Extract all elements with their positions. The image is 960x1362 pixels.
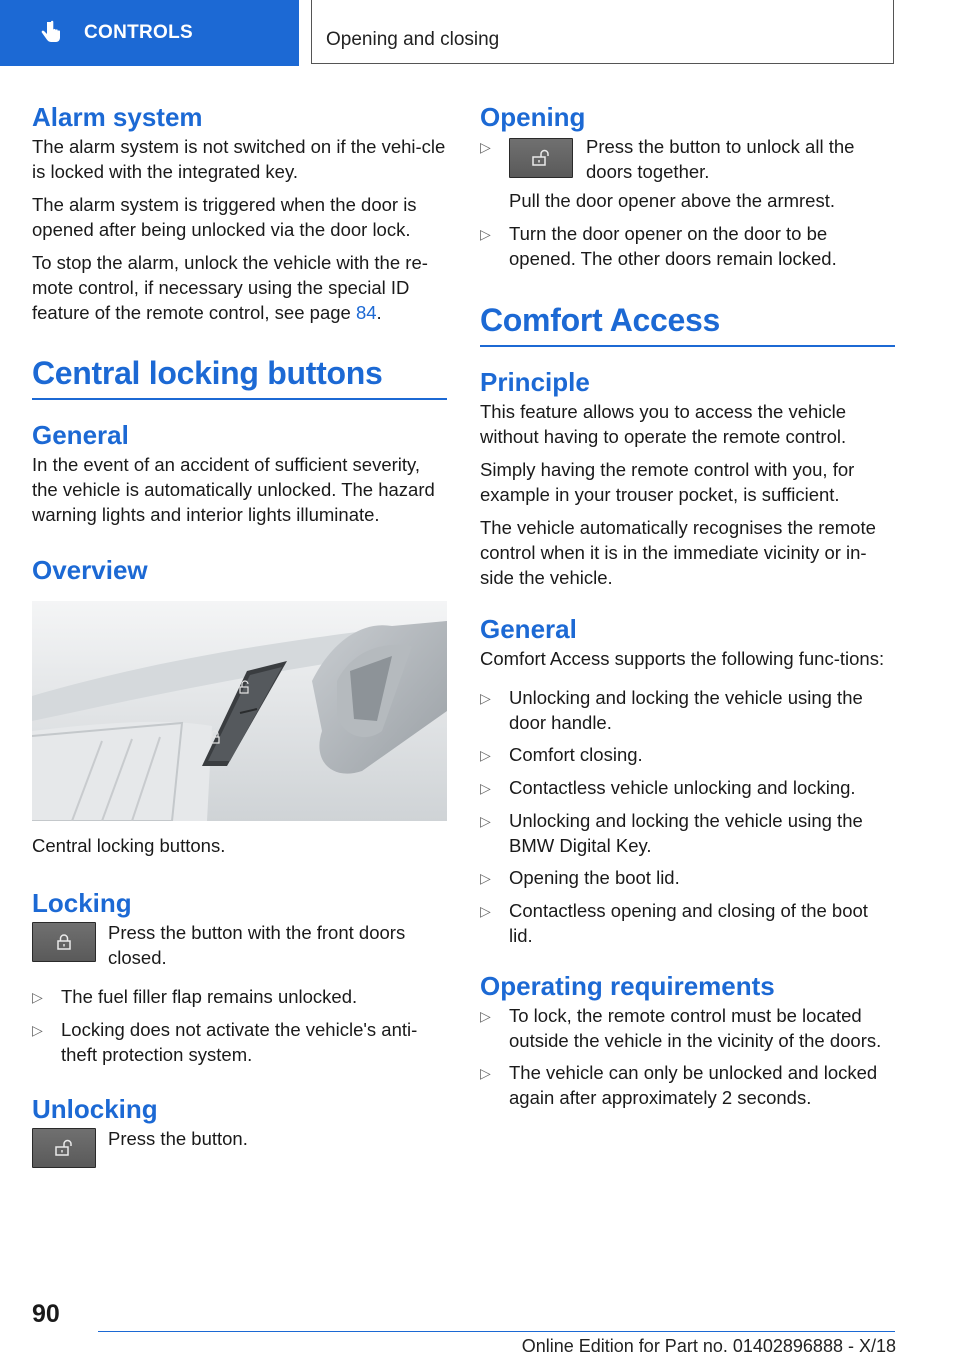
- list-item: [32, 1017, 447, 1067]
- right-column: [480, 100, 895, 1117]
- principle-paragraph-3: The vehicle automatically recognises the remote control when it is in the immediate vicinity or in‐side the vehicle.: [480, 517, 876, 588]
- list-item: [480, 685, 895, 735]
- principle-paragraph-2: Simply having the remote control with you, for example in your trouser pocket, is sufficient.: [480, 459, 855, 505]
- lock-instruction: Press the button with the front doors closed.: [108, 922, 406, 968]
- edition-note: Online Edition for Part no. 01402896888 - X/18: [521, 1336, 896, 1356]
- list-item: [480, 1003, 895, 1053]
- section-label: CONTROLS: [84, 22, 194, 43]
- general-paragraph: In the event of an accident of sufficient severity, the vehicle is automatically unlocked. The hazard warning lights and interior lights illuminate.: [32, 454, 435, 525]
- lock-open-icon: [54, 1139, 74, 1157]
- unlock-button: [32, 1128, 96, 1168]
- list-item: [32, 984, 447, 1010]
- bullet-triangle-icon: ▷: [480, 226, 491, 242]
- overview-heading: Overview: [32, 555, 148, 585]
- section-tab[interactable]: [0, 0, 299, 66]
- list-item: [480, 775, 895, 801]
- left-column: [32, 100, 447, 1168]
- list-item-text: Press the button to unlock all the doors together.: [586, 136, 855, 182]
- alarm-p3-end: .: [376, 302, 382, 323]
- list-item-text: The fuel filler flap remains unlocked.: [61, 986, 358, 1007]
- list-item: [480, 742, 895, 768]
- bullet-triangle-icon: ▷: [32, 989, 43, 1005]
- bullet-triangle-icon: ▷: [32, 1022, 43, 1038]
- list-item: [480, 865, 895, 891]
- bullet-triangle-icon: ▷: [480, 139, 491, 155]
- hand-pointer-icon: [38, 20, 64, 46]
- unlock-button-row: [32, 1126, 447, 1168]
- lock-button: [32, 922, 96, 962]
- alarm-paragraph-1: The alarm system is not switched on if the vehi‐cle is locked with the integrated key.: [32, 136, 446, 182]
- list-item-text: To lock, the remote control must be located outside the vehicle in the vicinity of the doors.: [509, 1005, 882, 1051]
- footer-divider: [98, 1331, 895, 1332]
- list-item: [480, 808, 895, 858]
- bullet-triangle-icon: ▷: [480, 780, 491, 796]
- alarm-paragraph-2: The alarm system is triggered when the door is opened after being unlocked via the door lock.: [32, 194, 417, 240]
- bullet-triangle-icon: ▷: [480, 747, 491, 763]
- alarm-p3-text: To stop the alarm, unlock the vehicle with the re‐mote control, if necessary using the special ID feature of the remote control, see page: [32, 252, 428, 323]
- list-item-text: Unlocking and locking the vehicle using the door handle.: [509, 687, 863, 733]
- operating-requirements-heading: Operating requirements: [480, 971, 775, 1001]
- lock-button-row: [32, 920, 447, 970]
- list-item-text: The vehicle can only be unlocked and locked again after approximately 2 seconds.: [509, 1062, 878, 1108]
- comfort-access-heading: Comfort Access: [480, 302, 895, 347]
- principle-paragraph-1: This feature allows you to access the vehicle without having to operate the remote control.: [480, 401, 847, 447]
- opening-followup: Pull the door opener above the armrest.: [509, 190, 835, 211]
- door-panel-photo: [32, 601, 447, 821]
- opening-heading: Opening: [480, 102, 586, 132]
- photo-caption: Central locking buttons.: [32, 835, 226, 856]
- list-item-text: Comfort closing.: [509, 744, 643, 765]
- lock-open-icon: [531, 149, 551, 167]
- list-item-text: Locking does not activate the vehicle's anti‐theft protection system.: [61, 1019, 418, 1065]
- bullet-triangle-icon: ▷: [480, 1008, 491, 1024]
- bullet-triangle-icon: ▷: [480, 903, 491, 919]
- chapter-header: [311, 0, 894, 64]
- door-panel-illustration: [32, 601, 447, 821]
- bullet-triangle-icon: ▷: [480, 870, 491, 886]
- bullet-triangle-icon: ▷: [480, 690, 491, 706]
- list-item-text: Contactless opening and closing of the boot lid.: [509, 900, 868, 946]
- general-heading: General: [32, 420, 129, 450]
- unlock-all-button: [509, 138, 573, 178]
- chapter-title: Opening and closing: [326, 29, 500, 50]
- comfort-general-heading: General: [480, 614, 577, 644]
- alarm-paragraph-3: [32, 250, 447, 325]
- list-item: [480, 898, 895, 948]
- principle-heading: Principle: [480, 367, 590, 397]
- unlocking-heading: Unlocking: [32, 1094, 158, 1124]
- page-number: 90: [32, 1300, 60, 1328]
- list-item-text: Contactless vehicle unlocking and locking.: [509, 777, 856, 798]
- bullet-triangle-icon: ▷: [480, 813, 491, 829]
- central-locking-heading: Central locking buttons: [32, 355, 447, 400]
- locking-heading: Locking: [32, 888, 132, 918]
- list-item-text: Turn the door opener on the door to be opened. The other doors remain locked.: [509, 223, 837, 269]
- list-item-text: Opening the boot lid.: [509, 867, 680, 888]
- alarm-system-heading: Alarm system: [32, 102, 203, 132]
- bullet-triangle-icon: ▷: [480, 1065, 491, 1081]
- comfort-general-paragraph: Comfort Access supports the following func‐tions:: [480, 648, 885, 669]
- unlock-instruction: Press the button.: [108, 1128, 248, 1149]
- page-ref-link[interactable]: 84: [355, 302, 377, 323]
- list-item: [480, 1060, 895, 1110]
- list-item: [480, 134, 895, 184]
- list-item-text: Unlocking and locking the vehicle using the BMW Digital Key.: [509, 810, 863, 856]
- lock-closed-icon: [55, 933, 73, 951]
- list-item: [480, 221, 895, 271]
